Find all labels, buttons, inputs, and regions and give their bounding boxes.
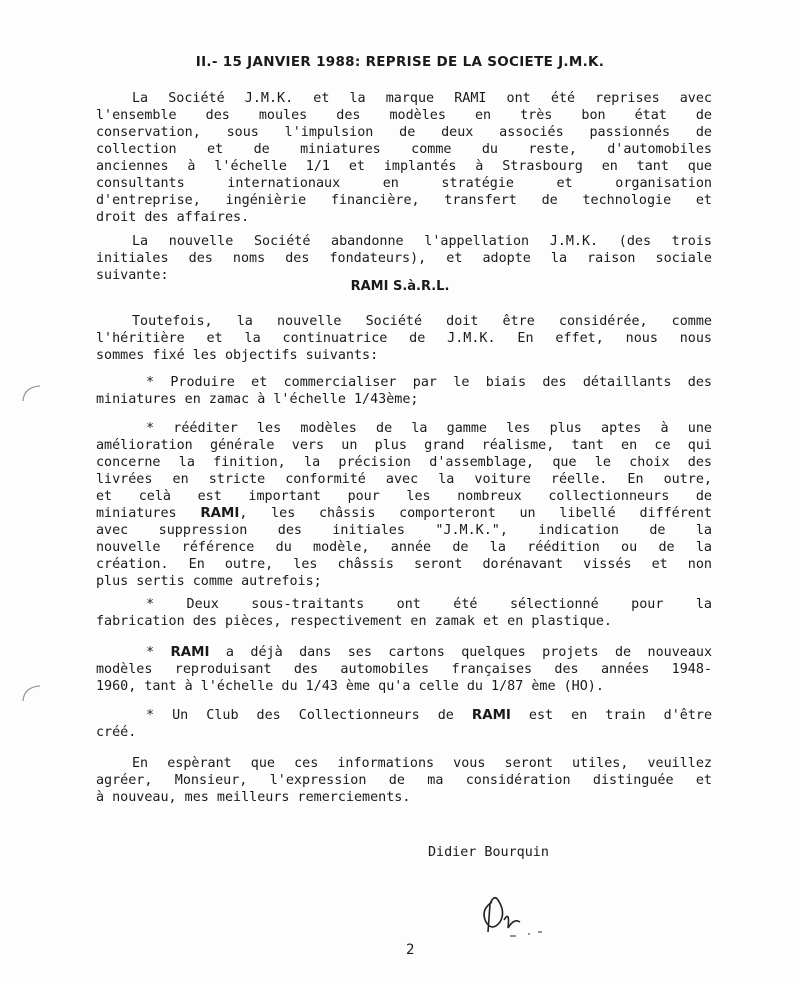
text-line: conservation, sous l'impulsion de deux associés passionnés de <box>96 125 712 140</box>
text-line <box>96 707 712 724</box>
text-line: création. En outre, les châssis seront dorénavant vissés et non <box>96 557 712 572</box>
text-line: sommes fixé les objectifs suivants: <box>96 348 379 363</box>
signer-name: Didier Bourquin <box>428 845 549 860</box>
objective-reissue <box>96 420 712 590</box>
paragraph-closing <box>96 755 712 806</box>
objective-subcontractors <box>96 596 712 630</box>
text-line: nouvelle référence du modèle, année de la réédition ou de la <box>96 540 712 555</box>
objective-club <box>96 707 712 741</box>
text-line: En espèrant que ces informations vous seront utiles, veuillez <box>132 756 712 771</box>
text-line: d'entreprise, ingénièrie financière, transfert de technologie et <box>96 193 712 208</box>
text-line: * rééditer les modèles de la gamme les plus aptes à une <box>146 421 712 436</box>
brand-rami: RAMI <box>170 645 210 660</box>
text-line: à nouveau, mes meilleurs remerciements. <box>96 790 411 805</box>
text-line: plus sertis comme autrefois; <box>96 574 322 589</box>
text-line: 1960, tant à l'échelle du 1/43 ème qu'a celle du 1/87 ème (HO). <box>96 679 604 694</box>
text-line: consultants internationaux en stratégie et organisation <box>96 176 712 191</box>
handwritten-signature <box>470 892 560 946</box>
line-text-start: La Société J.M.K. et la marque RAMI ont été reprises avec <box>132 91 712 106</box>
text-line: miniatures en zamac à l'échelle 1/43ème; <box>96 392 419 407</box>
punch-hole-mark <box>20 683 42 705</box>
text-line: l'héritière et la continuatrice de J.M.K. En effet, nous nous <box>96 331 712 346</box>
brand-rami: RAMI <box>471 708 511 723</box>
text-line <box>96 90 712 107</box>
line-text: est en train d'être <box>528 708 713 723</box>
punch-hole-mark <box>20 383 42 405</box>
text-line <box>96 505 712 522</box>
text-line: anciennes à l'échelle 1/1 et implantés à Strasbourg en tant que <box>96 159 712 174</box>
paragraph-objectives <box>96 313 712 364</box>
text-line: créé. <box>96 725 137 740</box>
text-line <box>96 644 712 661</box>
text-line: fabrication des pièces, respectivement en zamak et en plastique. <box>96 614 612 629</box>
text-line: concerne la finition, la précision d'assemblage, que le choix des <box>96 455 712 470</box>
text-line: et celà est important pour les nombreux collectionneurs de <box>96 489 712 504</box>
objective-new-models <box>96 644 712 695</box>
text-line: amélioration générale vers un plus grand réalisme, tant en ce qui <box>96 438 712 453</box>
page-number: 2 <box>406 942 415 958</box>
text-line: * Produire et commercialiser par le biais des détaillants des <box>146 375 712 390</box>
text-line: agréer, Monsieur, l'expression de ma considération distinguée et <box>96 773 712 788</box>
text-line: * Deux sous-traitants ont été sélectionné pour la <box>146 597 712 612</box>
line-text: a déjà dans ses cartons quelques projets de nouveaux <box>225 645 713 660</box>
section-heading: II.- 15 JANVIER 1988: REPRISE DE LA SOCIETE J.M.K. <box>195 54 605 70</box>
text-line: initiales des noms des fondateurs), et adopte la raison sociale <box>96 251 712 266</box>
text-line: avec suppression des initiales "J.M.K.", indication de la <box>96 523 712 538</box>
objective-produce <box>96 374 712 408</box>
line-text: * Un Club des Collectionneurs de <box>146 708 454 723</box>
line-text: miniatures <box>96 506 177 521</box>
text-line: collection et de miniatures comme du reste, d'automobiles <box>96 142 712 157</box>
text-line: modèles reproduisant des automobiles françaises des années 1948- <box>96 662 712 677</box>
text-line: La nouvelle Société abandonne l'appellation J.M.K. (des trois <box>132 234 712 249</box>
text-line: droit des affaires. <box>96 210 250 225</box>
company-name: RAMI S.à.R.L. <box>350 279 450 294</box>
paragraph-takeover <box>96 90 712 226</box>
text-line: livrées en stricte conformité avec la voiture réelle. En outre, <box>96 472 712 487</box>
text-line: suivante: <box>96 268 169 283</box>
line-text: , les châssis comporteront un libellé différent <box>239 506 712 521</box>
text-line: l'ensemble des moules des modèles en très bon état de <box>96 108 712 123</box>
brand-rami: RAMI <box>200 506 240 521</box>
line-text: * <box>146 645 155 660</box>
text-line: Toutefois, la nouvelle Société doit être considérée, comme <box>132 314 712 329</box>
paragraph-new-name <box>96 233 712 284</box>
